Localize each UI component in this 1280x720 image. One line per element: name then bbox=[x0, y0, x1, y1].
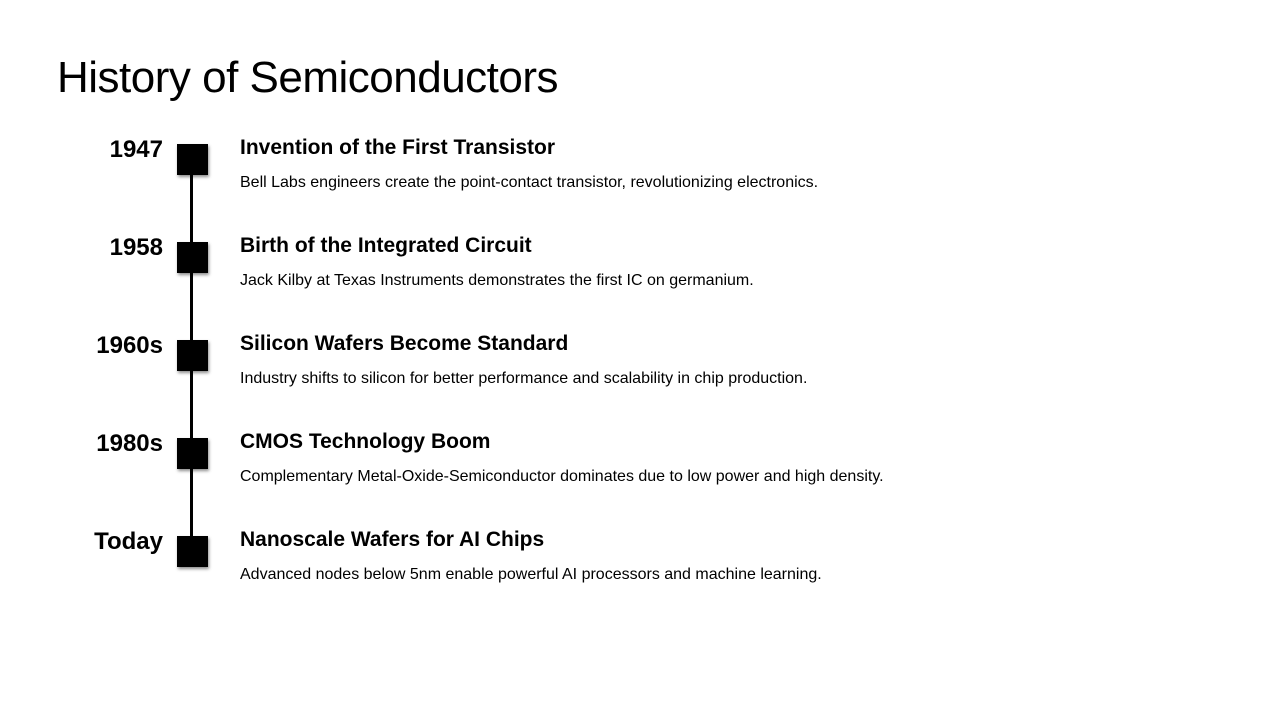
event-marker bbox=[177, 438, 208, 469]
event-description: Advanced nodes below 5nm enable powerful AI processors and machine learning. bbox=[240, 566, 822, 583]
event-marker bbox=[177, 144, 208, 175]
event-year: 1980s bbox=[96, 430, 163, 457]
timeline-event-1980s bbox=[0, 429, 1280, 519]
event-year: 1960s bbox=[96, 332, 163, 359]
timeline-event-today bbox=[0, 527, 1280, 617]
timeline-event-1960s bbox=[0, 331, 1280, 421]
event-description: Jack Kilby at Texas Instruments demonstrates the first IC on germanium. bbox=[240, 272, 754, 289]
event-year: 1958 bbox=[109, 234, 163, 261]
event-description: Complementary Metal-Oxide-Semiconductor dominates due to low power and high density. bbox=[240, 468, 884, 485]
event-title: Silicon Wafers Become Standard bbox=[240, 332, 569, 355]
event-year: Today bbox=[94, 528, 163, 555]
event-title: CMOS Technology Boom bbox=[240, 430, 491, 453]
event-description: Industry shifts to silicon for better performance and scalability in chip production. bbox=[240, 370, 808, 387]
event-title: Birth of the Integrated Circuit bbox=[240, 234, 532, 257]
timeline-event-1958 bbox=[0, 233, 1280, 323]
page-title: History of Semiconductors bbox=[57, 53, 559, 102]
event-marker bbox=[177, 340, 208, 371]
event-marker bbox=[177, 242, 208, 273]
event-title: Invention of the First Transistor bbox=[240, 136, 556, 159]
event-description: Bell Labs engineers create the point-contact transistor, revolutionizing electronics. bbox=[240, 174, 819, 191]
event-year: 1947 bbox=[109, 136, 163, 163]
event-marker bbox=[177, 536, 208, 567]
event-title: Nanoscale Wafers for AI Chips bbox=[240, 528, 545, 551]
timeline-event-1947 bbox=[0, 135, 1280, 225]
